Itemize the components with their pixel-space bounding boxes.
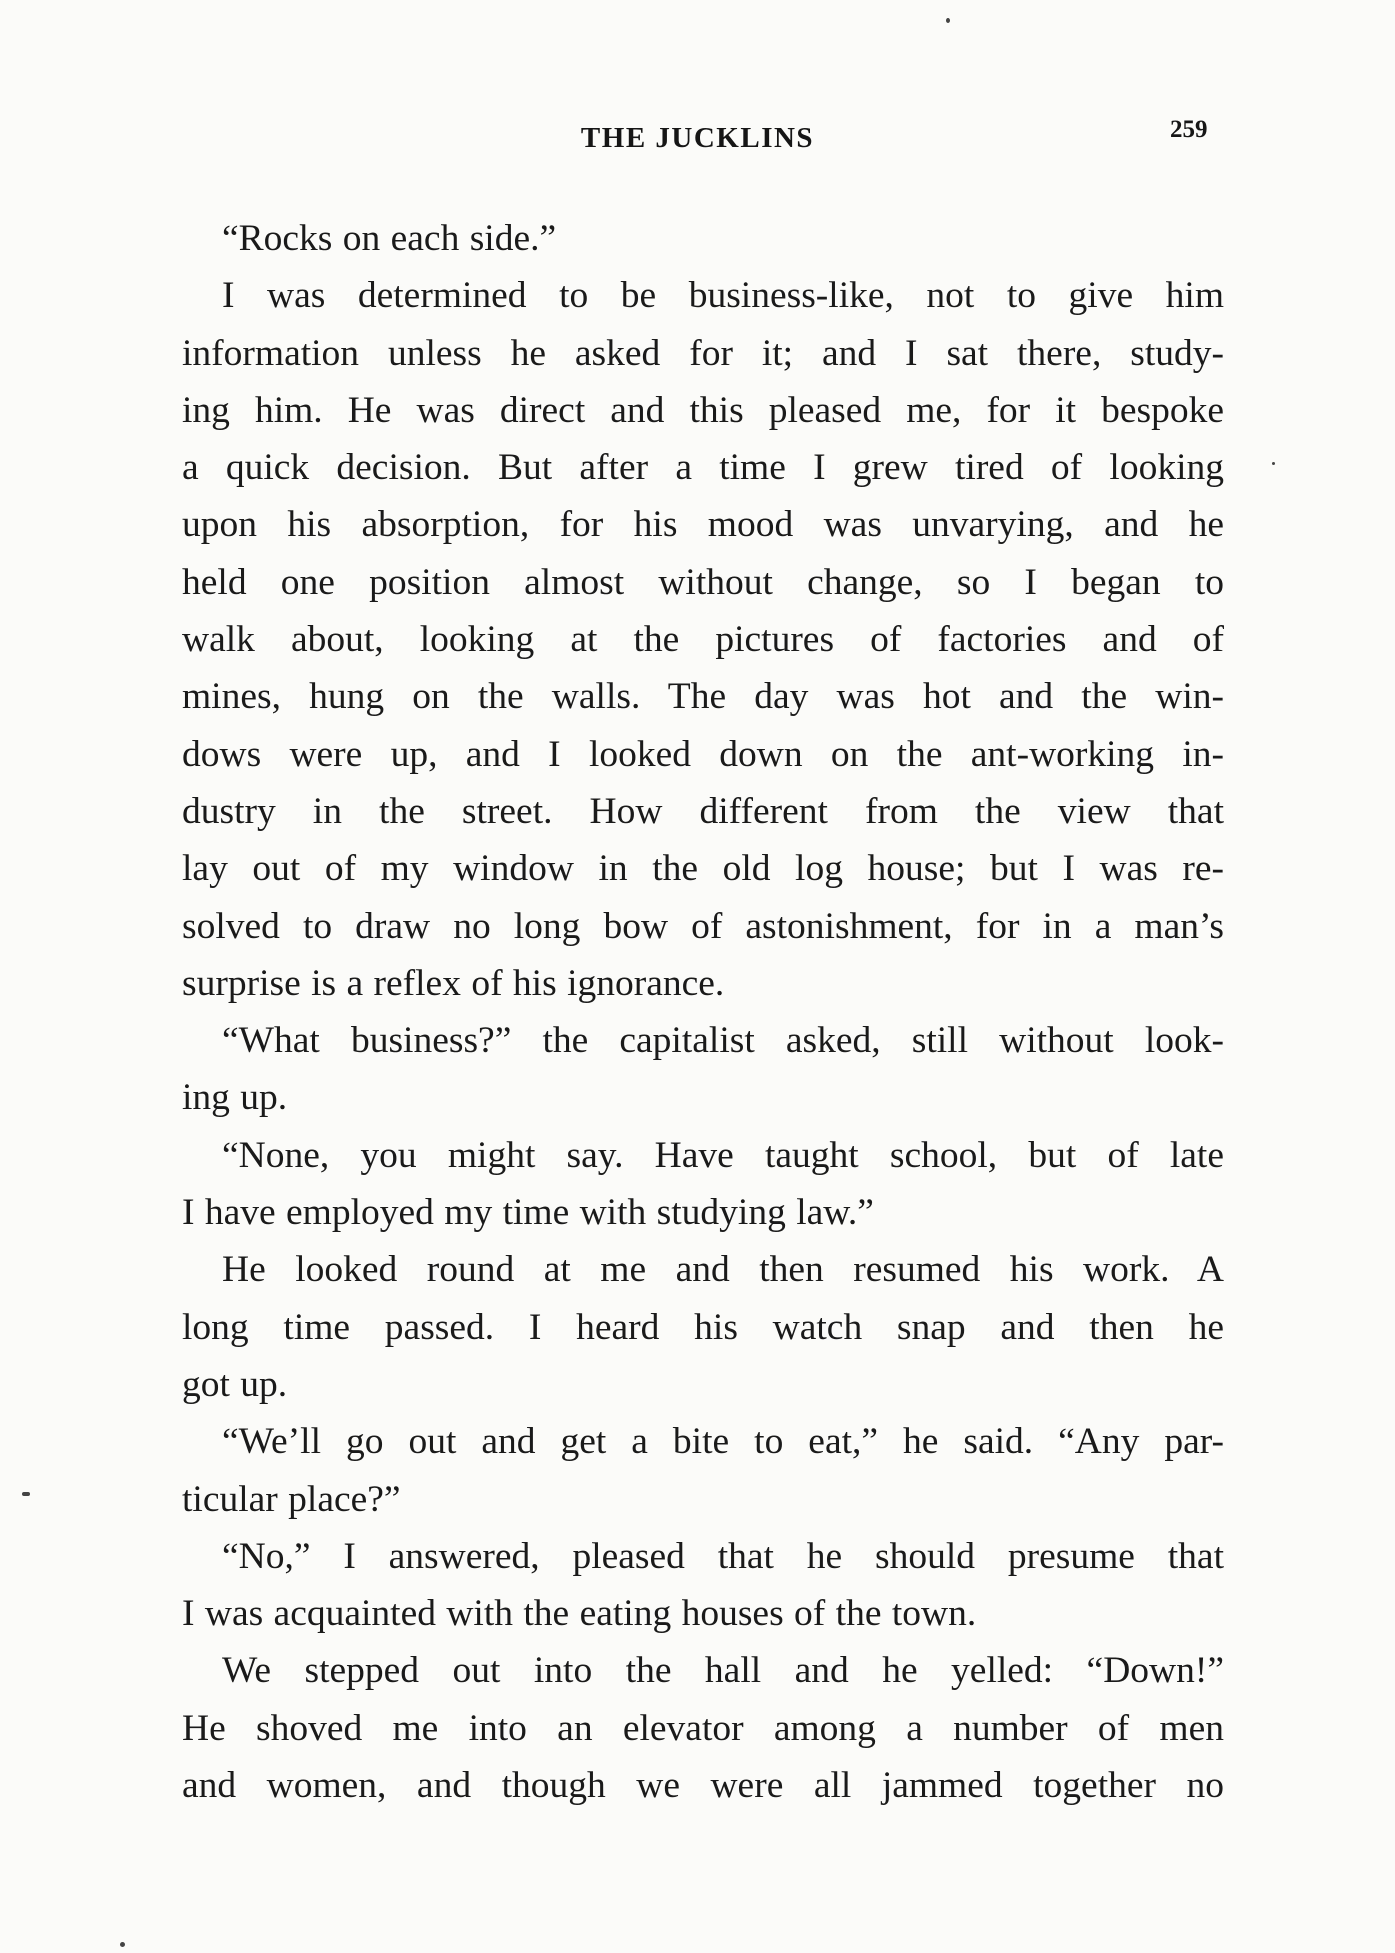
text-line: He shoved me into an elevator among a number of men [182, 1707, 1224, 1749]
text-line: information unless he asked for it; and I sat there, study- [182, 332, 1224, 374]
scan-speck [1272, 462, 1275, 465]
text-line: ticular place?” [182, 1478, 401, 1520]
text-line: dows were up, and I looked down on the ant-working in- [182, 733, 1224, 775]
text-line: “Rocks on each side.” [222, 218, 557, 259]
scan-speck [946, 18, 950, 23]
text-line: a quick decision. But after a time I grew tired of looking [182, 447, 1224, 489]
text-line: got up. [182, 1363, 288, 1405]
running-title: THE JUCKLINS [580, 122, 815, 154]
body-text [182, 210, 1224, 1814]
text-line: He looked round at me and then resumed his work. A [222, 1249, 1224, 1291]
text-line: “What business?” the capitalist asked, still without look- [222, 1020, 1224, 1062]
text-line: solved to draw no long bow of astonishment, for in a man’s [182, 905, 1224, 947]
text-line: mines, hung on the walls. The day was hot and the win- [182, 676, 1224, 718]
text-line: and women, and though we were all jammed together no [182, 1765, 1224, 1807]
text-line: surprise is a reflex of his ignorance. [182, 962, 725, 1004]
text-line: “None, you might say. Have taught school, but of late [222, 1134, 1224, 1176]
text-line: ing up. [182, 1077, 288, 1119]
text-line: I have employed my time with studying law.” [182, 1192, 874, 1234]
scan-speck [22, 1492, 30, 1496]
text-line: walk about, looking at the pictures of factories and of [182, 619, 1224, 661]
text-line: lay out of my window in the old log house; but I was re- [182, 848, 1224, 890]
text-line: long time passed. I heard his watch snap and then he [182, 1306, 1224, 1348]
scan-speck [120, 1942, 125, 1947]
text-line: “No,” I answered, pleased that he should presume that [222, 1535, 1224, 1577]
text-line: upon his absorption, for his mood was unvarying, and he [182, 504, 1224, 546]
text-line: dustry in the street. How different from the view that [182, 790, 1224, 832]
text-line: “We’ll go out and get a bite to eat,” he said. “Any par- [222, 1421, 1224, 1463]
text-line: ing him. He was direct and this pleased me, for it bespoke [182, 389, 1224, 431]
text-line: I was acquainted with the eating houses of the town. [182, 1593, 977, 1635]
text-line: held one position almost without change, so I began to [182, 561, 1224, 603]
text-line: We stepped out into the hall and he yelled: “Down!” [222, 1650, 1224, 1692]
text-line: I was determined to be business-like, not to give him [222, 275, 1224, 317]
page-number: 259 [1170, 116, 1208, 143]
